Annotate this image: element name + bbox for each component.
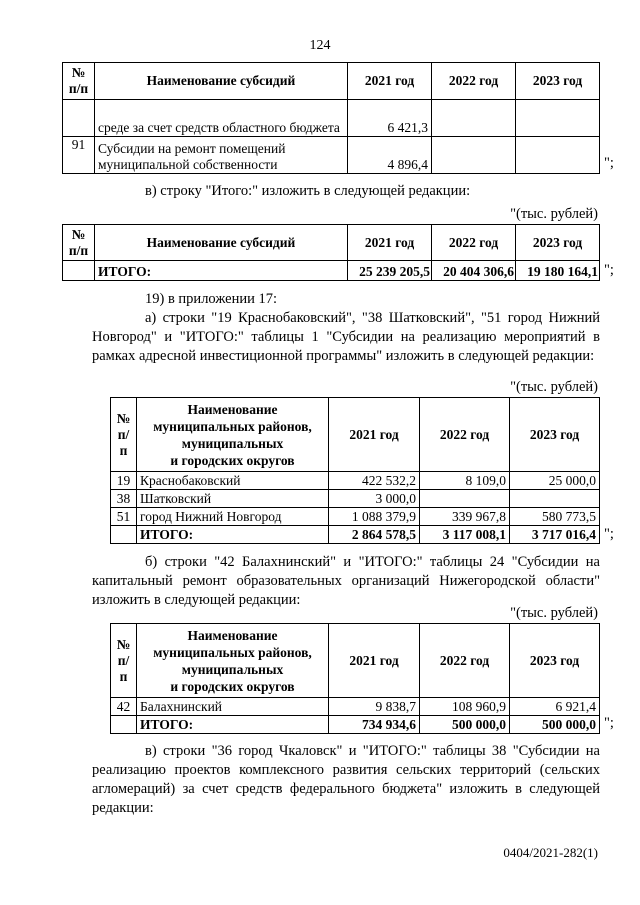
header-num: № п/п [63,225,95,261]
cell-2023 [516,100,600,137]
cell-2023 [516,137,600,174]
unit-label: "(тыс. рублей) [510,206,598,222]
table-row [111,472,600,490]
header-2023: 2023 год [510,398,600,472]
cell-name: Краснобаковский [137,472,329,490]
cell-2022: 339 967,8 [420,508,510,526]
cell-name: ИТОГО: [137,526,329,544]
table-header-row [111,624,600,698]
table-header-row [63,63,600,100]
closing-quote: "; [604,715,614,731]
paragraph-19: 19) в приложении 17: [145,291,278,307]
header-2023: 2023 год [516,225,600,261]
header-name: Наименование субсидий [95,63,348,100]
cell-2023: 3 717 016,4 [510,526,600,544]
cell-2022 [432,137,516,174]
header-2021: 2021 год [329,398,420,472]
header-2021: 2021 год [329,624,420,698]
unit-label: "(тыс. рублей) [510,379,598,395]
cell-2021: 734 934,6 [329,716,420,734]
cell-num [63,100,95,137]
table-row [63,137,600,174]
cell-2023: 500 000,0 [510,716,600,734]
total-row [111,716,600,734]
header-2021: 2021 год [348,63,432,100]
cell-name: Балахнинский [137,698,329,716]
table-header-row [63,225,600,261]
cell-num [111,526,137,544]
cell-2021: 422 532,2 [329,472,420,490]
cell-name: среде за счет средств областного бюджета [95,100,348,137]
cell-name: город Нижний Новгород [137,508,329,526]
cell-2022: 3 117 008,1 [420,526,510,544]
cell-2021: 9 838,7 [329,698,420,716]
header-2022: 2022 год [432,225,516,261]
cell-num: 38 [111,490,137,508]
cell-2022: 20 404 306,6 [432,261,516,281]
cell-num: 19 [111,472,137,490]
total-row [111,526,600,544]
header-2022: 2022 год [420,398,510,472]
cell-2022 [420,490,510,508]
cell-num: 42 [111,698,137,716]
table-row [111,490,600,508]
cell-num [111,716,137,734]
cell-2021: 1 088 379,9 [329,508,420,526]
cell-2023: 19 180 164,1 [516,261,600,281]
header-2023: 2023 год [516,63,600,100]
header-num: № п/п [63,63,95,100]
cell-2021: 4 896,4 [348,137,432,174]
header-2022: 2022 год [432,63,516,100]
paragraph-b: б) строки "42 Балахнинский" и "ИТОГО:" таблицы 24 "Субсидии на капитальный ремонт образовательных организаций Нижегородской области" изложить в следующей редакции: [92,554,600,608]
cell-num: 91 [63,137,95,174]
cell-2023: 25 000,0 [510,472,600,490]
closing-quote: "; [604,526,614,542]
cell-2022: 8 109,0 [420,472,510,490]
table-row [63,100,600,137]
header-name: Наименование муниципальных районов, муниципальных и городских округов [137,624,329,698]
paragraph-v-itogo: в) строку "Итого:" изложить в следующей редакции: [145,183,471,199]
closing-quote: "; [604,262,614,278]
table-header-row [111,398,600,472]
cell-2021: 2 864 578,5 [329,526,420,544]
page-number: 124 [309,38,331,53]
table-row [111,508,600,526]
cell-2021: 25 239 205,5 [348,261,432,281]
cell-name: ИТОГО: [95,261,348,281]
itogo-table [62,224,600,281]
paragraph-a: а) строки "19 Краснобаковский", "38 Шатковский", "51 город Нижний Новгород" и "ИТОГО:" таблицы 1 "Субсидии на реализацию мероприятий в рамках адресной инвестиционной программы" изложить в следующей редакции: [92,310,600,364]
header-num: № п/п [111,624,137,698]
cell-name: ИТОГО: [137,716,329,734]
appendix17-table1 [110,397,600,544]
document-code: 0404/2021-282(1) [503,845,598,860]
cell-2023 [510,490,600,508]
cell-2022: 500 000,0 [420,716,510,734]
cell-2022: 108 960,9 [420,698,510,716]
unit-label: "(тыс. рублей) [510,605,598,621]
appendix17-table24 [110,623,600,734]
cell-2021: 3 000,0 [329,490,420,508]
header-2022: 2022 год [420,624,510,698]
header-2023: 2023 год [510,624,600,698]
header-name: Наименование муниципальных районов, муниципальных и городских округов [137,398,329,472]
cell-2023: 580 773,5 [510,508,600,526]
paragraph-v2: в) строки "36 город Чкаловск" и "ИТОГО:" таблицы 38 "Субсидии на реализацию проектов комплексного развития сельских территорий (сельских агломераций) за счет средств федерального бюджета" изложить в следующей редакции: [92,743,600,816]
subsidies-table-continuation [62,62,600,174]
cell-2022 [432,100,516,137]
header-num: № п/п [111,398,137,472]
cell-num [63,261,95,281]
closing-quote: "; [604,155,614,171]
header-2021: 2021 год [348,225,432,261]
cell-num: 51 [111,508,137,526]
cell-2021: 6 421,3 [348,100,432,137]
cell-2023: 6 921,4 [510,698,600,716]
cell-name: Субсидии на ремонт помещений муниципальной собственности [95,137,348,174]
header-name: Наименование субсидий [95,225,348,261]
table-row [111,698,600,716]
total-row [63,261,600,281]
cell-name: Шатковский [137,490,329,508]
